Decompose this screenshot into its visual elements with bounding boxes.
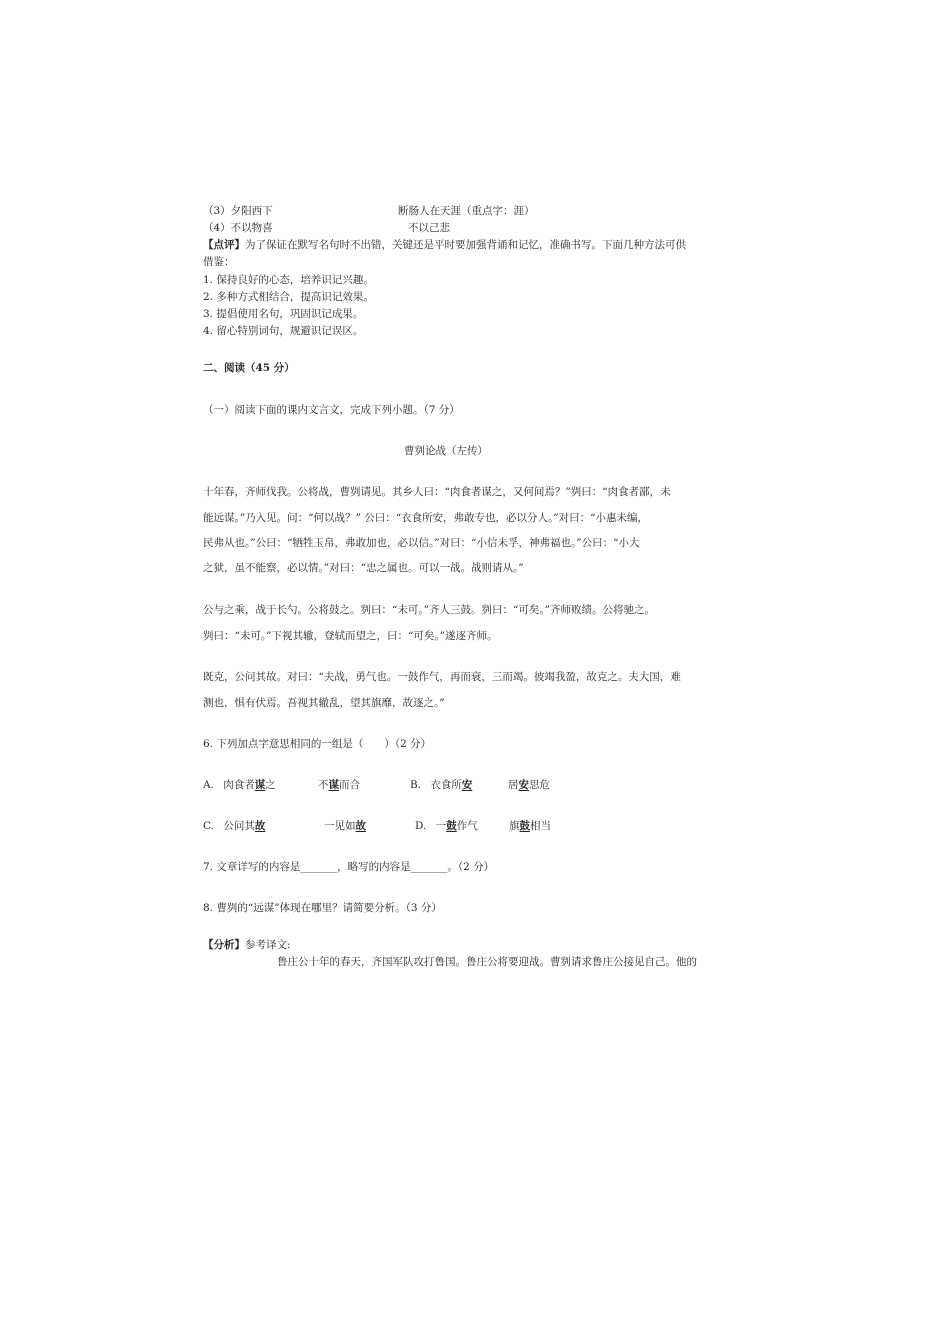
analysis-label: 参考译文: <box>245 939 291 951</box>
dotted-char: 谋 <box>328 779 339 791</box>
dotted-char: 故 <box>355 820 366 832</box>
passage-line: 能远谋。”乃入见。问：“何以战？” 公曰：“衣食所安，弗敢专也，必以分人。”对曰：“小惠未编， <box>203 512 649 524</box>
option-label: D. <box>415 820 427 832</box>
dotted-char: 安 <box>461 779 473 791</box>
method-item: 2. 多种方式相结合，提高识记效果。 <box>203 291 374 303</box>
analysis-translation: 鲁庄公十年的春天，齐国军队攻打鲁国。鲁庄公将要迎战。曹刿请求鲁庄公接见自己。他的 <box>277 956 697 968</box>
q6-option-d-word2: 旗鼓相当 <box>509 820 551 832</box>
passage-line: 刿曰：“未可。”下视其辙，登轼而望之，曰：“可矣。”遂逐齐师。 <box>203 630 498 642</box>
passage-line: 测也，惧有伏焉。吾视其辙乱，望其旗靡，故逐之。” <box>203 697 445 709</box>
q6-option-a-word2: 不谋而合 <box>318 779 360 791</box>
q6-option-a: A. 肉食者谋之 <box>203 779 276 791</box>
option-label: C. <box>203 820 214 832</box>
passage-line: 十年春，齐师伐我。公将战，曹刿请见。其乡人曰：“肉食者谋之，又何间焉？”刿曰：“肉食者鄙，未 <box>203 486 671 498</box>
dotted-char: 安 <box>518 779 529 791</box>
q6-option-c: C. 公问其故 <box>203 820 266 832</box>
passage-line: 之狱，虽不能察，必以情。”对曰：“忠之属也。可以一战。战则请从。” <box>203 562 524 574</box>
comment-text-line1: 为了保证在默写名句时不出错，关键还是平时要加强背诵和记忆，准确书写。下面几种方法可供 <box>245 239 686 251</box>
recitation-line4-left: （4）不以物喜 <box>203 222 273 234</box>
q6-option-d: D. 一鼓作气 <box>415 820 478 832</box>
sub-heading: （一）阅读下面的课内文言文，完成下列小题。（7 分） <box>203 404 460 416</box>
dotted-char: 谋 <box>254 779 266 791</box>
option-label: B. <box>410 779 422 791</box>
q6-option-b-word2: 居安思危 <box>508 779 550 791</box>
q6-option-b: B. 衣食所安 <box>410 779 473 791</box>
recitation-line3-right: 断肠人在天涯（重点字：涯） <box>398 205 535 217</box>
comment-tag: 【点评】 <box>203 239 245 251</box>
dotted-char: 鼓 <box>446 820 457 832</box>
recitation-line4-right: 不以己悲 <box>408 222 450 234</box>
method-item: 4. 留心特别词句，规避识记误区。 <box>203 325 364 337</box>
method-item: 3. 提倡使用名句，巩固识记成果。 <box>203 308 364 320</box>
passage-line: 既克，公问其故。对曰：“夫战，勇气也。一鼓作气，再而衰，三而竭。彼竭我盈，故克之。夫大国，难 <box>203 671 681 683</box>
analysis-heading <box>203 939 291 952</box>
passage-title: 曹刿论战（左传） <box>404 445 488 457</box>
q6-option-c-word2: 一见如故 <box>324 820 366 832</box>
analysis-tag: 【分析】 <box>203 939 245 951</box>
dotted-char: 鼓 <box>519 820 530 832</box>
passage-line: 民弗从也。”公曰：“牺牲玉帛，弗敢加也，必以信。”对曰：“小信未孚，神弗福也。”公曰：“小大 <box>203 537 640 549</box>
dotted-char: 故 <box>254 820 266 832</box>
comment-line1 <box>203 239 686 252</box>
question-6-stem: 6. 下列加点字意思相同的一组是（ ）（2 分） <box>203 738 432 750</box>
section-heading: 二、阅读（45 分） <box>203 362 295 374</box>
comment-text-line2: 借鉴： <box>203 256 235 268</box>
passage-line: 公与之乘，战于长勺。公将鼓之。刿曰：“未可。”齐人三鼓。刿曰：“可矣。”齐师败绩。公将驰之。 <box>203 604 655 616</box>
recitation-line3-left: （3）夕阳西下 <box>203 205 273 217</box>
question-7: 7. 文章详写的内容是_______，略写的内容是_______。（2 分） <box>203 861 495 873</box>
option-label: A. <box>203 779 214 791</box>
method-item: 1. 保持良好的心态，培养识记兴趣。 <box>203 274 374 286</box>
question-8: 8. 曹刿的“远谋”体现在哪里？请简要分析。（3 分） <box>203 902 442 914</box>
